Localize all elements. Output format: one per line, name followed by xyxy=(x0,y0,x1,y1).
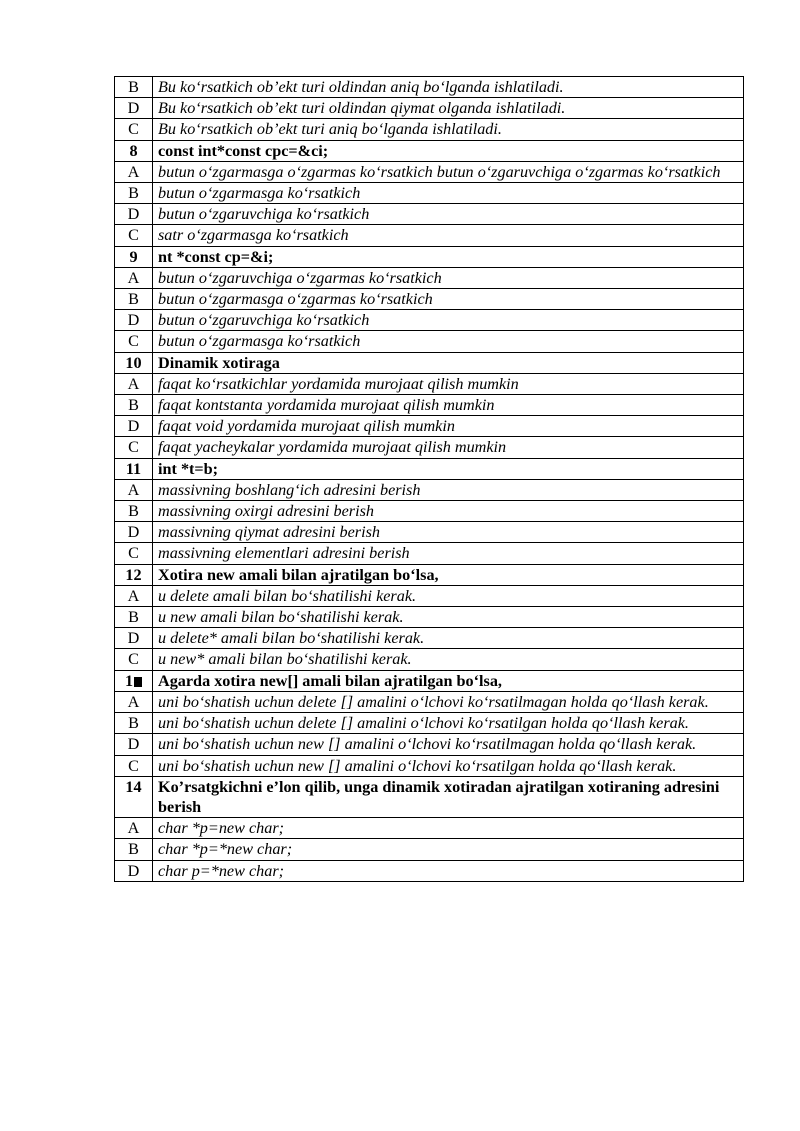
option-text: u new amali bilan bo‘shatilishi kerak. xyxy=(153,607,744,628)
option-letter-cell xyxy=(115,479,153,500)
option-letter: B xyxy=(128,184,139,203)
answer-row xyxy=(115,860,744,881)
option-letter: C xyxy=(128,438,139,457)
answer-row xyxy=(115,649,744,670)
option-letter-cell xyxy=(115,437,153,458)
option-letter: A xyxy=(127,480,140,499)
question-number-cell xyxy=(115,246,153,267)
option-letter: A xyxy=(127,586,140,605)
option-letter-cell xyxy=(115,522,153,543)
answer-row xyxy=(115,585,744,606)
option-letter: A xyxy=(127,162,140,181)
option-text: uni bo‘shatish uchun delete [] amalini o‘lchovi ko‘rsatilmagan holda qo‘llash kerak. xyxy=(153,691,744,712)
option-letter-cell xyxy=(115,289,153,310)
option-text: uni bo‘shatish uchun delete [] amalini o‘lchovi ko‘rsatilgan holda qo‘llash kerak. xyxy=(153,713,744,734)
question-number-cell xyxy=(115,670,153,691)
option-text: char *p=new char; xyxy=(153,818,744,839)
option-letter-cell xyxy=(115,607,153,628)
question-row xyxy=(115,140,744,161)
option-letter-cell xyxy=(115,755,153,776)
question-row xyxy=(115,670,744,691)
option-text: u delete* amali bilan bo‘shatilishi kerak. xyxy=(153,628,744,649)
answer-row xyxy=(115,479,744,500)
option-letter: A xyxy=(127,374,140,393)
option-text: butun o‘zgarmasga ko‘rsatkich xyxy=(153,183,744,204)
option-letter: B xyxy=(128,78,139,96)
option-text: faqat void yordamida murojaat qilish mumkin xyxy=(153,416,744,437)
option-letter: C xyxy=(128,544,139,563)
option-letter-cell xyxy=(115,161,153,182)
question-text: Agarda xotira new[] amali bilan ajratilgan bo‘lsa, xyxy=(153,670,744,691)
option-letter: D xyxy=(127,629,140,648)
option-letter: B xyxy=(128,608,139,627)
option-text: massivning elementlari adresini berish xyxy=(153,543,744,564)
option-letter: D xyxy=(127,735,140,754)
question-row xyxy=(115,352,744,373)
answer-row xyxy=(115,395,744,416)
option-letter-cell xyxy=(115,310,153,331)
option-letter: D xyxy=(127,523,140,542)
option-text: char p=*new char; xyxy=(153,860,744,881)
option-text: massivning boshlang‘ich adresini berish xyxy=(153,479,744,500)
question-number: 8 xyxy=(129,141,138,160)
question-row xyxy=(115,458,744,479)
option-letter: D xyxy=(127,311,140,330)
question-text: Xotira new amali bilan ajratilgan bo‘lsa, xyxy=(153,564,744,585)
answer-row xyxy=(115,119,744,140)
option-text: faqat kontstanta yordamida murojaat qilish mumkin xyxy=(153,395,744,416)
answer-row xyxy=(115,628,744,649)
answer-row xyxy=(115,607,744,628)
question-text: Dinamik xotiraga xyxy=(153,352,744,373)
option-letter-cell xyxy=(115,501,153,522)
question-row xyxy=(115,776,744,817)
option-text: u delete amali bilan bo‘shatilishi kerak. xyxy=(153,585,744,606)
option-letter-cell xyxy=(115,225,153,246)
option-letter-cell xyxy=(115,119,153,140)
answer-row xyxy=(115,225,744,246)
answer-row xyxy=(115,522,744,543)
answer-row xyxy=(115,543,744,564)
answer-row xyxy=(115,204,744,225)
question-number: 10 xyxy=(125,353,142,372)
answer-row xyxy=(115,755,744,776)
option-text: butun o‘zgaruvchiga ko‘rsatkich xyxy=(153,204,744,225)
option-letter-cell xyxy=(115,628,153,649)
question-number-cell xyxy=(115,352,153,373)
option-text: massivning oxirgi adresini berish xyxy=(153,501,744,522)
option-letter-cell xyxy=(115,691,153,712)
option-letter-cell xyxy=(115,267,153,288)
option-letter-cell xyxy=(115,860,153,881)
question-text: Ko’rsatgkichni e’lon qilib, unga dinamik xotiradan ajratilgan xotiraning adresini berish xyxy=(153,776,744,817)
question-number: 1 xyxy=(124,671,134,690)
option-letter: C xyxy=(128,332,139,351)
option-letter: B xyxy=(128,714,139,733)
option-text: uni bo‘shatish uchun new [] amalini o‘lchovi ko‘rsatilmagan holda qo‘llash kerak. xyxy=(153,734,744,755)
answer-row xyxy=(115,501,744,522)
option-letter-cell xyxy=(115,585,153,606)
answer-row xyxy=(115,77,744,98)
question-number-cell xyxy=(115,776,153,817)
question-text: int *t=b; xyxy=(153,458,744,479)
question-row xyxy=(115,246,744,267)
answer-row xyxy=(115,437,744,458)
option-letter: D xyxy=(127,417,140,436)
option-text: butun o‘zgarmasga o‘zgarmas ko‘rsatkich xyxy=(153,289,744,310)
answer-row xyxy=(115,289,744,310)
answer-row xyxy=(115,839,744,860)
option-letter-cell xyxy=(115,818,153,839)
option-letter: D xyxy=(127,99,140,118)
option-letter-cell xyxy=(115,204,153,225)
option-text: Bu ko‘rsatkich ob’ekt turi aniq bo‘lganda ishlatiladi. xyxy=(153,119,744,140)
option-letter-cell xyxy=(115,649,153,670)
option-letter-cell xyxy=(115,713,153,734)
question-text: const int*const cpc=&ci; xyxy=(153,140,744,161)
black-square-icon xyxy=(134,677,142,687)
question-number: 14 xyxy=(125,777,142,796)
answer-row xyxy=(115,373,744,394)
quiz-body xyxy=(115,77,744,882)
option-letter-cell xyxy=(115,98,153,119)
option-text: Bu ko‘rsatkich ob’ekt turi oldindan aniq bo‘lganda ishlatiladi. xyxy=(153,77,744,98)
option-letter: B xyxy=(128,502,139,521)
option-letter: A xyxy=(127,268,140,287)
question-number-cell xyxy=(115,140,153,161)
answer-row xyxy=(115,734,744,755)
option-text: faqat ko‘rsatkichlar yordamida murojaat qilish mumkin xyxy=(153,373,744,394)
option-text: butun o‘zgaruvchiga o‘zgarmas ko‘rsatkich xyxy=(153,267,744,288)
option-letter: D xyxy=(127,861,140,880)
option-letter: B xyxy=(128,840,139,859)
option-letter: B xyxy=(128,290,139,309)
answer-row xyxy=(115,818,744,839)
question-number: 11 xyxy=(125,459,142,478)
option-letter: C xyxy=(128,226,139,245)
option-text: butun o‘zgarmasga ko‘rsatkich xyxy=(153,331,744,352)
option-letter-cell xyxy=(115,416,153,437)
option-letter: D xyxy=(127,205,140,224)
option-letter-cell xyxy=(115,77,153,98)
answer-row xyxy=(115,310,744,331)
option-letter-cell xyxy=(115,373,153,394)
answer-row xyxy=(115,416,744,437)
option-letter: C xyxy=(128,650,139,669)
option-letter-cell xyxy=(115,183,153,204)
answer-row xyxy=(115,267,744,288)
option-letter: A xyxy=(127,819,140,838)
option-text: butun o‘zgarmasga o‘zgarmas ko‘rsatkich butun o‘zgaruvchiga o‘zgarmas ko‘rsatkich xyxy=(153,161,744,182)
option-text: Bu ko‘rsatkich ob’ekt turi oldindan qiymat olganda ishlatiladi. xyxy=(153,98,744,119)
option-letter-cell xyxy=(115,734,153,755)
option-text: u new* amali bilan bo‘shatilishi kerak. xyxy=(153,649,744,670)
option-text: satr o‘zgarmasga ko‘rsatkich xyxy=(153,225,744,246)
option-letter: A xyxy=(127,692,140,711)
question-number-cell xyxy=(115,564,153,585)
answer-row xyxy=(115,161,744,182)
option-letter: B xyxy=(128,396,139,415)
answer-row xyxy=(115,691,744,712)
answer-row xyxy=(115,713,744,734)
option-letter: C xyxy=(128,756,139,775)
question-number-cell xyxy=(115,458,153,479)
question-number: 9 xyxy=(129,247,138,266)
option-text: uni bo‘shatish uchun new [] amalini o‘lchovi ko‘rsatilgan holda qo‘llash kerak. xyxy=(153,755,744,776)
option-letter-cell xyxy=(115,543,153,564)
answer-row xyxy=(115,183,744,204)
option-text: faqat yacheykalar yordamida murojaat qilish mumkin xyxy=(153,437,744,458)
question-number: 12 xyxy=(125,565,142,584)
question-row xyxy=(115,564,744,585)
option-letter-cell xyxy=(115,395,153,416)
option-text: butun o‘zgaruvchiga ko‘rsatkich xyxy=(153,310,744,331)
quiz-table xyxy=(114,76,744,882)
answer-row xyxy=(115,98,744,119)
option-letter-cell xyxy=(115,839,153,860)
option-text: char *p=*new char; xyxy=(153,839,744,860)
option-letter-cell xyxy=(115,331,153,352)
option-letter: C xyxy=(128,120,139,139)
option-text: massivning qiymat adresini berish xyxy=(153,522,744,543)
question-text: nt *const cp=&i; xyxy=(153,246,744,267)
answer-row xyxy=(115,331,744,352)
